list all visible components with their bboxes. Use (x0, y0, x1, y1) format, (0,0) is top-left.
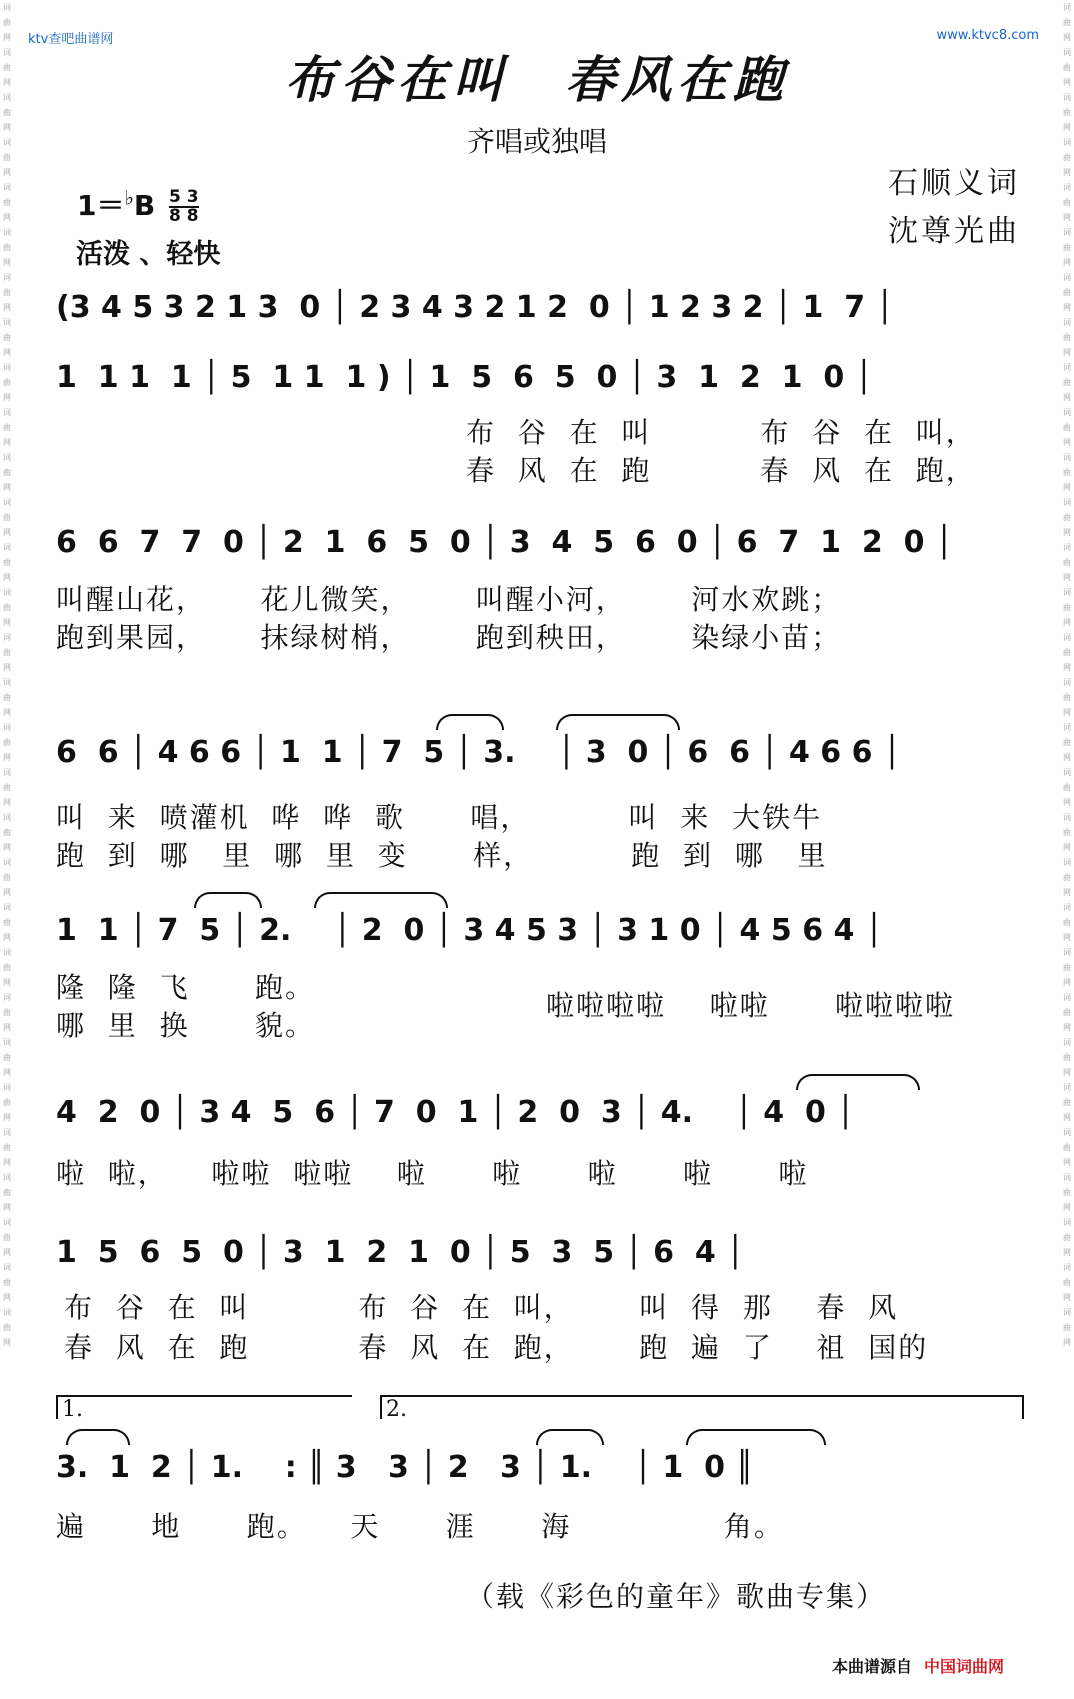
lyric-line-3a: 叫醒山花， 花儿微笑， 叫醒小河， 河水欢跳； (56, 583, 842, 616)
song-title: 布谷在叫 春风在跑 (285, 50, 789, 109)
lyricist-credit: 石顺义词 (888, 166, 1020, 201)
notes-line-1: (3 4 5 3 2 1 3 0 │ 2 3 4 3 2 1 2 0 │ 1 2 3 2 │ 1 7 │ (56, 289, 894, 325)
lyric-line-3b: 跑到果园， 抹绿树梢， 跑到秧田， 染绿小苗； (56, 621, 842, 654)
lyric-line-4a: 叫 来 喷灌机 哗 哗 歌 唱， 叫 来 大铁牛 (56, 801, 823, 834)
source-note: （载《彩色的童年》歌曲专集） (465, 1580, 886, 1613)
lyric-line-7a: 布 谷 在 叫 布 谷 在 叫， 叫 得 那 春 风 (64, 1291, 899, 1324)
key-prefix: 1＝ (77, 189, 125, 222)
lyric-line-2b: 春 风 在 跑 春 风 在 跑， (466, 454, 976, 487)
footer-site-link[interactable]: 中国词曲网 (923, 1657, 1004, 1676)
song-subtitle: 齐唱或独唱 (466, 125, 607, 158)
flat-sign: ♭ (124, 185, 134, 210)
lyric-line-4b: 跑 到 哪 里 哪 里 变 样， 跑 到 哪 里 (56, 839, 828, 872)
lyric-line-5a: 隆 隆 飞 跑。 (56, 971, 316, 1004)
left-watermark: ktv查吧曲谱网 (28, 32, 114, 47)
notes-line-2: 1 1 1 1 │ 5 1 1 1 ) │ 1 5 6 5 0 │ 3 1 2 1 0 │ (56, 359, 873, 395)
tempo-marking: 活泼 、轻快 (76, 239, 221, 270)
volta-2: 2. (380, 1395, 1024, 1419)
time-top: 5 3 (169, 187, 199, 207)
notes-line-4: 6 6 │ 4 6 6 │ 1 1 │ 7 5 │ 3. │ 3 0 │ 6 6 │ 4 6 6 │ (56, 734, 901, 770)
composer-credit: 沈尊光曲 (888, 214, 1020, 249)
footer-label: 本曲谱源自 (831, 1657, 912, 1676)
notes-line-8: 3. 1 2 │ 1. : ║ 3 3 │ 2 3 │ 1. │ 1 0 ║ (56, 1449, 754, 1485)
lyric-line-7b: 春 风 在 跑 春 风 在 跑， 跑 遍 了 祖 国的 (64, 1331, 929, 1364)
notes-line-3: 6 6 7 7 0 │ 2 1 6 5 0 │ 3 4 5 6 0 │ 6 7 1 2 0 │ (56, 524, 954, 560)
key-note: B (133, 189, 156, 222)
lyric-line-8a: 遍 地 跑。 天 涯 海 角。 (56, 1510, 784, 1543)
notes-line-6: 4 2 0 │ 3 4 5 6 │ 7 0 1 │ 2 0 3 │ 4. │ 4 0 │ (56, 1094, 855, 1130)
notes-line-7: 1 5 6 5 0 │ 3 1 2 1 0 │ 5 3 5 │ 6 4 │ (56, 1234, 745, 1270)
notes-line-5: 1 1 │ 7 5 │ 2. │ 2 0 │ 3 4 5 3 │ 3 1 0 │ 4 5 6 4 │ (56, 912, 883, 948)
left-side-watermark: 词曲网词曲网词曲网词曲网词曲网词曲网词曲网词曲网词曲网词曲网词曲网词曲网词曲网词曲网词曲网词曲网词曲网词曲网词曲网词曲网词曲网词曲网词曲网词曲网词曲网词曲网词曲网词曲网词曲网词曲网 (3, 3, 11, 1347)
lyric-line-6a: 啦 啦， 啦啦 啦啦 啦 啦 啦 啦 啦 (56, 1157, 809, 1190)
time-signature (169, 189, 199, 225)
key-signature (77, 184, 199, 225)
right-side-watermark: 词曲网词曲网词曲网词曲网词曲网词曲网词曲网词曲网词曲网词曲网词曲网词曲网词曲网词曲网词曲网词曲网词曲网词曲网词曲网词曲网词曲网词曲网词曲网词曲网词曲网词曲网词曲网词曲网词曲网词曲网 (1063, 3, 1071, 1347)
lyric-line-5-la: 啦啦啦啦 啦啦 啦啦啦啦 (546, 989, 956, 1022)
lyric-line-5b: 哪 里 换 貌。 (56, 1009, 316, 1042)
footer (832, 1654, 1004, 1677)
time-bottom: 8 8 (169, 206, 199, 226)
lyric-line-2a: 布 谷 在 叫 布 谷 在 叫， (466, 416, 976, 449)
right-watermark: www.ktvc8.com (936, 28, 1039, 43)
volta-1: 1. (56, 1395, 352, 1419)
